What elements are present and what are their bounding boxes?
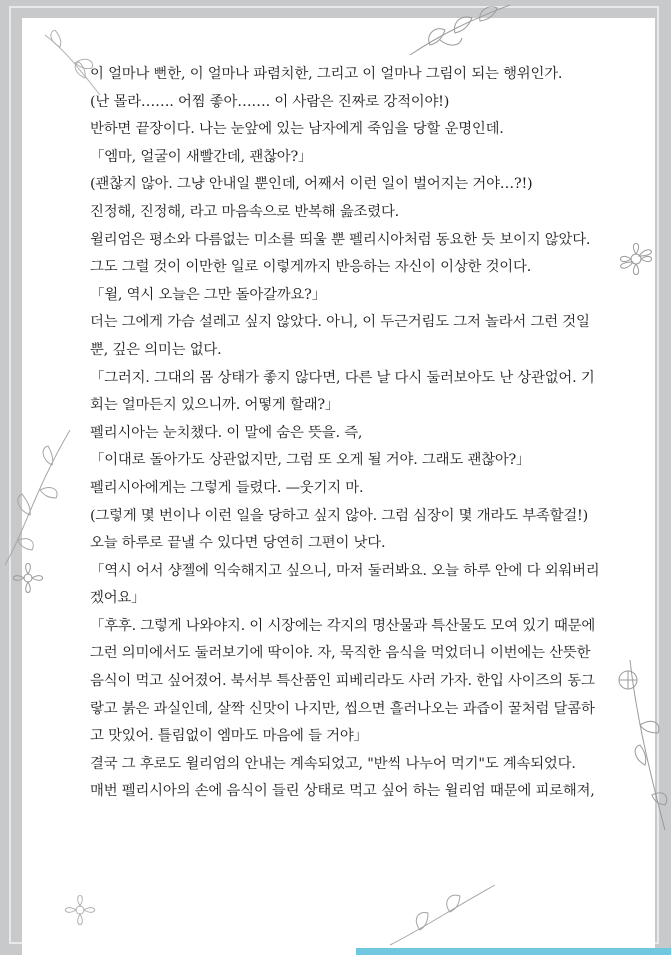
text-line: 「엠마, 얼굴이 새빨간데, 괜찮아?」 (90, 148, 313, 165)
text-line: 「이대로 돌아가도 상관없지만, 그럼 또 오게 될 거야. 그래도 괜찮아?」 (90, 452, 531, 469)
text-line: 「역시 어서 샹젤에 익숙해지고 싶으니, 마저 둘러봐요. 오늘 하루 안에 다 외워버리 (90, 562, 600, 579)
text-line: 펠리시아에게는 그렇게 들렸다. —웃기지 마. (90, 479, 364, 496)
text-line: 음식이 먹고 싶어졌어. 북서부 특산품인 피베리라도 사러 가자. 한입 사이즈의 동그 (90, 673, 595, 690)
text-line: 「후후. 그렇게 나와야지. 이 시장에는 각지의 명산물과 특산물도 모여 있기 때문에 (90, 617, 596, 634)
text-line: 오늘 하루로 끝낼 수 있다면 당연히 그편이 낫다. (90, 535, 386, 552)
text-line: 겠어요」 (90, 590, 146, 607)
text-line: 회는 얼마든지 있으니까. 어떻게 할래?」 (90, 397, 340, 414)
text-line: 그런 의미에서도 둘러보기에 딱이야. 자, 묵직한 음식을 먹었더니 이번에는 산뜻한 (90, 645, 591, 662)
text-line: (난 몰라……. 어찜 좋아……. 이 사람은 진짜로 강적이야!) (90, 93, 450, 110)
text-line: 윌리엄은 평소와 다름없는 미소를 띄울 뿐 펠리시아처럼 동요한 듯 보이지 않았다. (90, 231, 591, 248)
bottom-accent-bar (356, 948, 671, 955)
text-line: (괜찮지 않아. 그냥 안내일 뿐인데, 어째서 이런 일이 벌어지는 거야…?!) (90, 176, 533, 193)
text-line: 그도 그럴 것이 이만한 일로 이렇게까지 반응하는 자신이 이상한 것이다. (90, 259, 532, 276)
text-line: 매번 펠리시아의 손에 음식이 들린 상태로 먹고 싶어 하는 윌리엄 때문에 피로해져, (90, 783, 595, 800)
text-line: 랗고 붉은 과실인데, 살짝 신맛이 나지만, 씹으면 흘러나오는 과즙이 꿀처럼 달콤하 (90, 700, 595, 717)
text-line: 진정해, 진정해, 라고 마음속으로 반복해 읊조렸다. (90, 203, 400, 220)
text-line: 결국 그 후로도 윌리엄의 안내는 계속되었고, "반씩 나누어 먹기"도 계속되었다. (90, 755, 576, 772)
text-line: (그렇게 몇 번이나 이런 일을 당하고 싶지 않아. 그럼 심장이 몇 개라도 부족할걸!) (90, 507, 589, 524)
body-text (90, 61, 610, 806)
text-line: 이 얼마나 뻔한, 이 얼마나 파렴치한, 그리고 이 얼마나 그림이 되는 행위인가. (90, 66, 563, 82)
text-line: 고 맛있어. 틀림없이 엠마도 마음에 들 거야」 (90, 728, 368, 745)
text-line: 더는 그에게 가슴 설레고 싶지 않았다. 아니, 이 두근거림도 그저 놀라서 그런 것일 (90, 314, 590, 331)
text-line: 「윌, 역시 오늘은 그만 돌아갈까요?」 (90, 286, 326, 303)
text-line: 펠리시아는 눈치챘다. 이 말에 숨은 뜻을. 즉, (90, 424, 363, 441)
text-line: 반하면 끝장이다. 나는 눈앞에 있는 남자에게 죽임을 당할 운명인데. (90, 121, 504, 138)
text-line: 뿐, 깊은 의미는 없다. (90, 341, 222, 358)
text-line: 「그러지. 그대의 몸 상태가 좋지 않다면, 다른 날 다시 둘러보아도 난 상관없어. 기 (90, 369, 595, 386)
